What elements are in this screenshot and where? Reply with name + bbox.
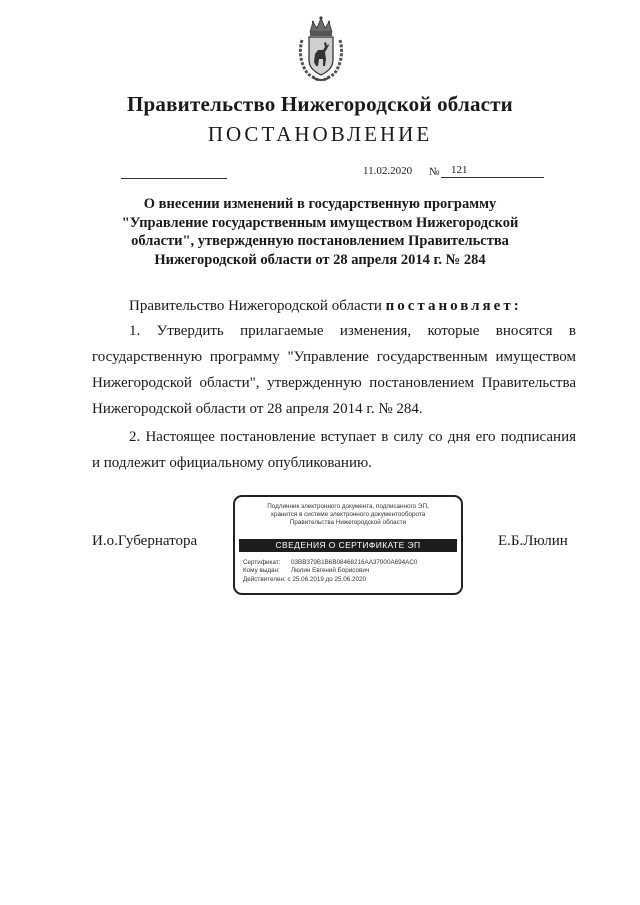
paragraph-line: 2. Настоящее постановление вступает в силу со дня его подписания [129,429,576,445]
subject-line: Нижегородской области от 28 апреля 2014 г. № 284 [154,251,486,268]
stamp-certificate-bar: СВЕДЕНИЯ О СЕРТИФИКАТЕ ЭП [239,539,457,552]
issued-to-row [243,567,417,575]
subject-line: "Управление государственным имуществом Нижегородской [121,214,519,231]
preamble-text: Правительство Нижегородской области [129,298,386,314]
paragraph-line: Нижегородской области от 28 апреля 2014 г. № 284. [92,401,423,417]
document-type: ПОСТАНОВЛЕНИЕ [207,122,433,146]
subject-line: области", утвержденную постановлением Правительства [131,233,509,249]
issued-to-value: Люлин Евгений Борисович [291,567,370,575]
document-number: 121 [441,164,544,178]
electronic-signature-stamp [233,495,463,595]
stamp-header-line: хранится в системе электронного документооборота [270,511,426,518]
government-title: Правительство Нижегородской области [127,92,513,116]
document-date: 11.02.2020 [363,165,413,177]
stamp-certificate-info [243,559,417,584]
stamp-header-line: Подлинник электронного документа, подписанного ЭП, [267,503,429,510]
document-subject [100,195,540,269]
blank-signature-line [121,178,227,179]
paragraph-line: государственную программу "Управление государственным имуществом [92,349,576,365]
signatory-name: Е.Б.Люлин [498,533,568,549]
paragraph-line: 1. Утвердить прилагаемые изменения, которые вносятся в [129,323,576,339]
stamp-header [235,503,461,527]
validity-value: с 25.06.2019 до 25.06.2020 [287,575,367,583]
validity-row [243,576,417,584]
paragraph-line: и подлежит официальному опубликованию. [92,455,372,471]
paragraph-2 [92,424,576,476]
issued-to-label: Кому выдан: [243,567,280,575]
preamble [129,298,522,315]
certificate-value: 03BB379B1B6B08468216AA37000A694AC0 [291,559,418,566]
paragraph-1 [92,318,576,422]
subject-line: О внесении изменений в государственную программу [143,196,497,212]
certificate-label: Сертификат: [243,559,281,566]
preamble-decree-word: постановляет: [385,298,522,314]
number-sign: № [429,166,440,178]
validity-label: Действителен: [243,575,286,583]
coat-of-arms-icon [298,14,344,84]
paragraph-line: Нижегородской области", утвержденную постановлением Правительства [92,375,576,391]
stamp-header-line: Правительства Нижегородской области [289,519,407,526]
signatory-title: И.о.Губернатора [92,533,198,549]
